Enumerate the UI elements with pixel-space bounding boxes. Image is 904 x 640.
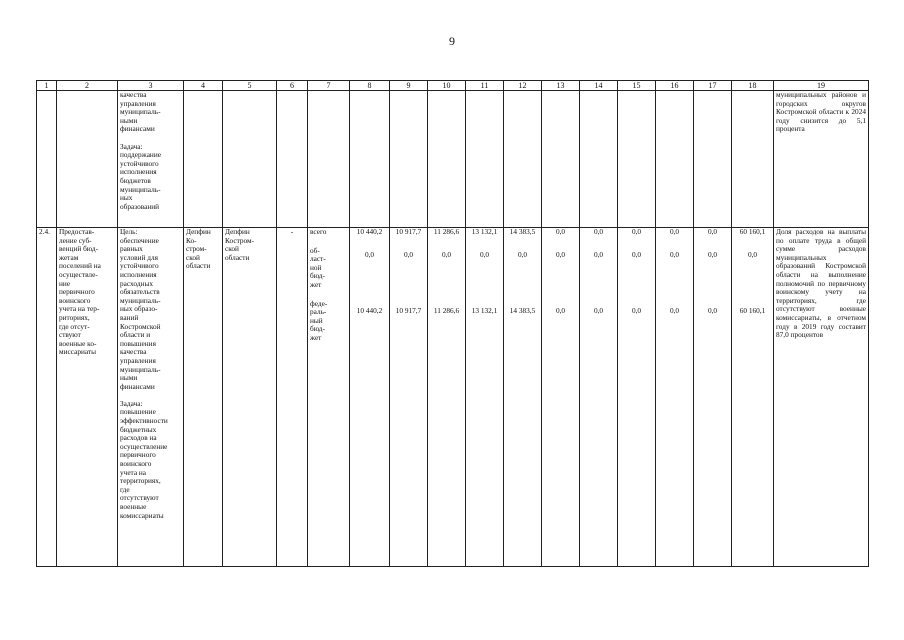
value-regional: 0,0	[479, 249, 490, 259]
value-federal: 0,0	[669, 306, 680, 316]
value-cell	[694, 228, 732, 567]
value-total: 11 286,6	[433, 227, 460, 236]
source-cell	[308, 228, 350, 567]
header-cell: 4	[184, 81, 223, 91]
value-total: 0,0	[593, 227, 604, 236]
value-federal: 13 132,1	[471, 306, 498, 316]
value-cell-total	[732, 228, 774, 567]
responsible-cell: Депфин Ко- стром- ской области	[184, 228, 223, 567]
value-regional: 0,0	[364, 249, 375, 259]
coexecutor-cell: Депфин Костром- ской области	[223, 228, 277, 567]
value-cell	[504, 228, 542, 567]
table-row	[37, 228, 869, 567]
value-regional: 0,0	[593, 249, 604, 259]
source-federal: феде- раль- ный бюд- жет	[310, 298, 328, 342]
value-cell	[618, 228, 656, 567]
value-federal: 0,0	[593, 306, 604, 316]
value-cell	[580, 228, 618, 567]
header-cell: 15	[618, 81, 656, 91]
value-total: 0,0	[669, 227, 680, 236]
header-cell: 7	[308, 81, 350, 91]
source-regional: об- ласт- ной бюд- жет	[310, 245, 326, 289]
value-federal: 60 160,1	[739, 306, 766, 316]
value-total: 10 440,2	[356, 227, 383, 236]
goal-task-cell: качества управления муниципаль- ными финансами Задача: поддержание устойчивого исполнения бюджетов муниципаль- ных образований	[118, 91, 184, 228]
header-cell: 12	[504, 81, 542, 91]
header-cell: 6	[277, 81, 308, 91]
value-cell	[428, 228, 466, 567]
value-regional: 0,0	[631, 249, 642, 259]
indicator-cell: Доля расходов на выплаты по оплате труда в общей сумме расходов муниципальных образований Костромской области на выполнение полномочий по первичному воинскому учету на территориях, где отсутствуют военные комиссариаты, в отчетном году в 2019 году составит 87,0 процентов	[774, 228, 869, 567]
value-federal: 0,0	[555, 306, 566, 316]
header-cell: 16	[656, 81, 694, 91]
continuation-row	[37, 91, 869, 228]
value-regional: 0,0	[669, 249, 680, 259]
value-total: 0,0	[707, 227, 718, 236]
value-total: 13 132,1	[471, 227, 498, 236]
value-cell	[350, 228, 390, 567]
value-federal: 10 440,2	[356, 306, 383, 316]
header-row	[37, 81, 869, 91]
header-cell: 14	[580, 81, 618, 91]
header-cell: 3	[118, 81, 184, 91]
value-regional: 0,0	[747, 249, 758, 259]
header-cell: 17	[694, 81, 732, 91]
header-cell: 8	[350, 81, 390, 91]
value-regional: 0,0	[441, 249, 452, 259]
header-cell: 13	[542, 81, 580, 91]
value-cell	[466, 228, 504, 567]
header-cell: 10	[428, 81, 466, 91]
header-cell: 1	[37, 81, 57, 91]
value-cell	[390, 228, 428, 567]
header-cell: 18	[732, 81, 774, 91]
value-cell	[656, 228, 694, 567]
goal-task-cell: Цель: обеспечение равных условий для устойчивого исполнения расходных обязательств муниципаль- ных образо- ваний Костромской области и повышения качества управления муниципаль- ными финансами Задача: повышение эффективности бюджетных расходов на осуществление первичного воинского учета на территориях, где отсутствуют военные комиссариаты	[118, 228, 184, 567]
value-regional: 0,0	[517, 249, 528, 259]
row-number: 2.4.	[37, 228, 57, 567]
header-cell: 2	[57, 81, 118, 91]
header-cell: 5	[223, 81, 277, 91]
measure-name-cell: Предостав- ление суб- венций бюд- жетам поселений на осуществле- ние первичного воинского учета на тер- риториях, где отсут- ствуют военные ко- миссариаты	[57, 228, 118, 567]
value-federal: 0,0	[707, 306, 718, 316]
program-table	[36, 80, 869, 567]
header-cell: 9	[390, 81, 428, 91]
value-federal: 0,0	[631, 306, 642, 316]
value-cell	[542, 228, 580, 567]
value-total: 60 160,1	[739, 227, 766, 236]
value-federal: 10 917,7	[395, 306, 422, 316]
page-number: 9	[449, 34, 455, 48]
value-federal: 11 286,6	[433, 306, 460, 316]
value-regional: 0,0	[707, 249, 718, 259]
value-regional: 0,0	[555, 249, 566, 259]
value-total: 14 383,5	[509, 227, 536, 236]
header-cell: 11	[466, 81, 504, 91]
value-total: 0,0	[555, 227, 566, 236]
indicator-cell: муниципальных районов и городских округов Костромской области к 2024 году снизится до 5,1 процента	[774, 91, 869, 228]
header-cell: 19	[774, 81, 869, 91]
source-total: всего	[310, 227, 327, 236]
period-cell: -	[277, 228, 308, 567]
value-regional: 0,0	[403, 249, 414, 259]
value-federal: 14 383,5	[509, 306, 536, 316]
value-total: 0,0	[631, 227, 642, 236]
value-total: 10 917,7	[395, 227, 422, 236]
